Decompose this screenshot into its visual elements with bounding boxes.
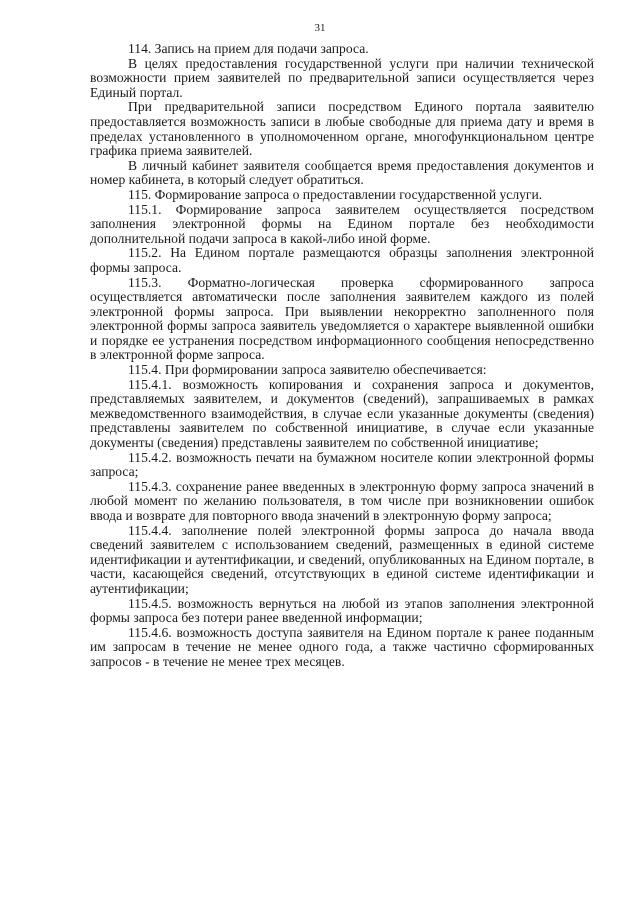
document-body [90,42,594,670]
paragraph-114: 114. Запись на прием для подачи запроса. [128,41,369,56]
page-number: 31 [314,22,326,34]
paragraph-115: 115. Формирование запроса о предоставлении государственной услуги. [128,186,543,202]
paragraph-115-2: 115.2. На Едином портале размещаются образцы заполнения электронной формы запроса. [90,245,594,275]
paragraph-115-4-4: 115.4.4. заполнение полей электронной формы запроса до начала ввода сведений заявителем с использованием сведений, размещенных в единой системе идентификации и аутентификации, и сведений, опубликованных на Едином портале, в части, касающейся сведений, отсутствующих в единой системе идентификации и аутентификации; [90,522,594,596]
paragraph-115-4-5: 115.4.5. возможность вернуться на любой из этапов заполнения электронной формы запроса без потери ранее введенной информации; [90,595,594,626]
paragraph-115-4-3: 115.4.3. сохранение ранее введенных в электронную форму запроса значений в любой момент по желанию пользователя, в том числе при возникновении ошибок ввода и возврате для повторного ввода значений в электронную форму запроса; [90,478,594,523]
paragraph-115-4: 115.4. При формировании запроса заявителю обеспечивается: [128,362,487,378]
paragraph-114-3: В личный кабинет заявителя сообщается время предоставления документов и номер кабинета, в который следует обратиться. [90,157,594,188]
paragraph-114-1: В целях предоставления государственной услуги при наличии технической возможности прием заявителей по предварительной записи осуществляется через Единый портал. [90,55,594,100]
paragraph-115-4-2: 115.4.2. возможность печати на бумажном носителе копии электронной формы запроса; [90,449,594,480]
paragraph-114-2: При предварительной записи посредством Единого портала заявителю предоставляется возможность записи в любые свободные для приема дату и время в пределах установленного в уполномоченном органе, многофункциональном центре графика приема заявителей. [90,99,594,159]
paragraph-115-4-6: 115.4.6. возможность доступа заявителя на Едином портале к ранее поданным им запросам в течение не менее одного года, а также частично сформированных запросов - в течение не менее трех месяцев. [90,624,594,669]
paragraph-115-1: 115.1. Формирование запроса заявителем осуществляется посредством заполнения электронной формы на Едином портале без необходимости дополнительной подачи запроса в какой-либо иной форме. [90,201,594,246]
paragraph-115-3: 115.3. Форматно-логическая проверка сформированного запроса осуществляется автоматически после заполнения заявителем каждого из полей электронной формы запроса. При выявлении некорректно заполненного поля электронной формы запроса заявитель уведомляется о характере выявленной ошибки и порядке ее устранения посредством информационного сообщения непосредственно в электронной форме запроса. [90,274,594,363]
paragraph-115-4-1: 115.4.1. возможность копирования и сохранения запроса и документов, представляемых заявителем, и документов (сведений), запрашиваемых в рамках межведомственного взаимодействия, в случае если указанные документы (сведения) представлены заявителем по собственной инициативе, в случае если указанные документы (сведения) представлены заявителем по собственной инициативе; [90,376,594,451]
